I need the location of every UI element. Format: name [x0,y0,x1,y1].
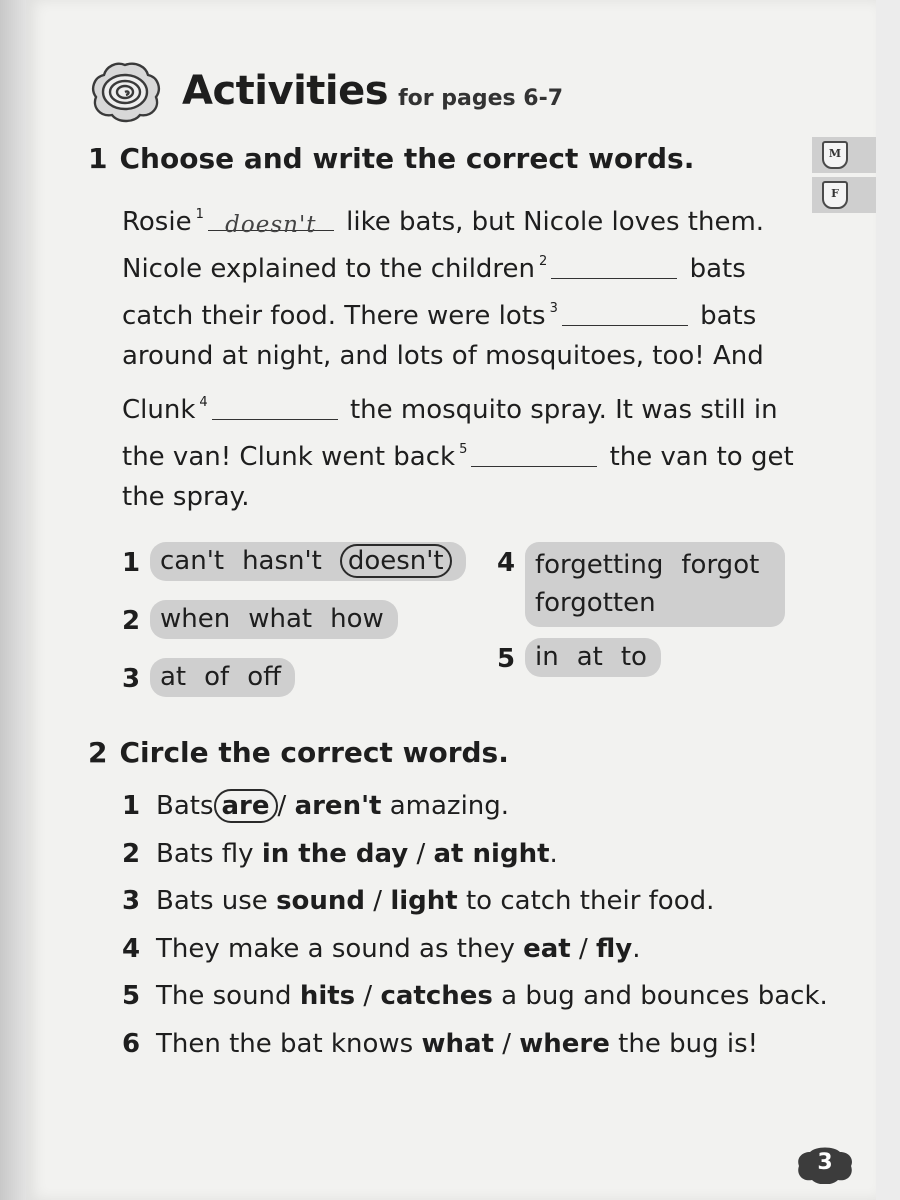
passage-text: the mosquito spray. It was still in [349,395,778,425]
badge-f-icon: F [822,181,848,209]
passage-text: around at night, and lots of mosquitoes, too! And [122,341,764,371]
passage-line [122,477,802,524]
item-text: amazing. [389,791,510,821]
item-text: . [549,838,558,869]
passage-text: Rosie [122,207,192,237]
passage-line [122,289,802,336]
choice-option[interactable]: eat [523,933,571,964]
option-number: 2 [122,606,141,636]
cloze-passage [122,195,802,524]
item-number: 1 [122,791,141,821]
option-word[interactable]: what [248,604,313,634]
choice-separator: / [502,1028,511,1059]
section-1-heading [88,142,694,175]
option-group-3 [122,658,295,697]
section-instruction: Circle the correct words. [119,736,509,769]
option-word[interactable]: at [160,662,187,692]
item-text: a bug and bounces back. [501,981,828,1011]
passage-line [122,195,802,242]
item-number: 3 [122,886,141,916]
side-tab-f [812,177,876,213]
choice-option[interactable]: aren't [294,791,382,821]
passage-text: Nicole explained to the children [122,254,536,284]
option-number: 4 [497,548,516,578]
option-word[interactable]: in [535,642,559,672]
badge-m-icon: M [822,141,848,169]
item-text: Bats [156,791,214,821]
option-group-2 [122,600,398,639]
option-word[interactable]: off [247,662,282,692]
side-tab-m [812,137,876,173]
option-pill [525,638,661,677]
answer-blank-5[interactable] [471,440,597,467]
section-instruction: Choose and write the correct words. [119,142,695,175]
choice-separator: / [416,838,426,869]
answer-blank-2[interactable] [551,252,677,279]
choice-separator: / [363,981,373,1011]
choice-option[interactable]: light [390,886,458,916]
option-pill [150,600,398,639]
passage-text: the van! Clunk went back [122,442,456,472]
option-word[interactable]: can't [160,546,225,576]
choice-separator: / [578,933,588,964]
page-header [88,56,563,126]
option-word[interactable]: when [160,604,231,634]
gap-number: 2 [539,254,548,269]
option-pill [150,658,295,697]
option-number: 5 [497,644,516,674]
gap-number: 5 [459,442,468,457]
item-number: 4 [122,933,141,964]
item-text: They make a sound as they [156,933,515,964]
choice-separator: / [373,886,383,916]
page-edge [876,0,900,1200]
item-text: . [632,933,641,964]
section-number: 2 [88,736,108,769]
passage-text: bats [700,301,757,331]
choice-option[interactable]: where [519,1028,610,1059]
passage-text: Clunk [122,395,196,425]
option-group-4 [497,542,785,627]
item-text: the bug is! [618,1028,759,1059]
item-text: The sound [156,981,292,1011]
page-number: 3 [817,1150,833,1175]
item-text: to catch their food. [465,886,715,916]
option-number: 3 [122,664,141,694]
passage-line [122,430,802,477]
page-subtitle: for pages 6-7 [398,85,564,111]
list-item [122,929,828,977]
answer-blank-3[interactable] [562,299,688,326]
passage-text: bats [689,254,746,284]
option-word-circled[interactable]: doesn't [340,544,452,578]
page-title: Activities [182,68,389,114]
rose-swirl-icon [88,59,162,123]
passage-text: like bats, but Nicole loves them. [346,207,765,237]
item-number: 5 [122,981,141,1011]
option-word[interactable]: to [620,642,647,672]
page-number-badge [796,1146,854,1184]
handwritten-answer: doesn't [225,212,317,238]
choice-option[interactable]: at night [433,838,550,869]
gap-number: 3 [549,301,558,316]
passage-line [122,242,802,289]
option-group-5 [497,638,661,677]
binding-shadow [0,0,26,1200]
answer-blank-4[interactable] [212,393,338,420]
choice-circled[interactable]: are [214,789,278,823]
option-word[interactable]: of [204,662,230,692]
choice-option[interactable]: catches [380,981,493,1011]
option-word[interactable]: at [576,642,603,672]
list-item [122,976,828,1024]
option-word[interactable]: how [330,604,384,634]
passage-text: catch their food. There were lots [122,301,546,331]
passage-text: the spray. [122,482,250,512]
option-word[interactable]: forgotten [535,588,656,618]
list-item [122,786,828,834]
option-word[interactable]: forgot [681,550,760,580]
choice-separator: / [277,791,287,821]
option-word[interactable]: forgetting [535,550,664,580]
option-group-1 [122,542,466,581]
list-item [122,881,828,929]
option-number: 1 [122,548,141,578]
choice-option[interactable]: sound [276,886,366,916]
item-text: Bats use [156,886,268,916]
answer-blank-1[interactable] [208,204,334,238]
section-2-heading [88,736,509,769]
passage-line [122,336,802,383]
list-item [122,1024,828,1072]
gap-number: 1 [195,207,204,222]
choice-option[interactable]: fly [596,933,633,964]
gap-number: 4 [199,395,208,410]
choice-option[interactable]: hits [299,981,356,1011]
choice-option[interactable]: in the day [261,838,409,869]
choice-option[interactable]: what [421,1028,494,1059]
list-item [122,834,828,882]
item-number: 6 [122,1028,141,1059]
item-number: 2 [122,838,141,869]
option-pill [525,542,785,627]
item-text: Then the bat knows [156,1028,414,1059]
item-text: Bats fly [156,838,254,869]
passage-text: the van to get [609,442,794,472]
section-number: 1 [88,142,108,175]
passage-line [122,383,802,430]
option-word[interactable]: hasn't [242,546,322,576]
circle-items-list [122,786,828,1071]
option-pill [150,542,466,581]
